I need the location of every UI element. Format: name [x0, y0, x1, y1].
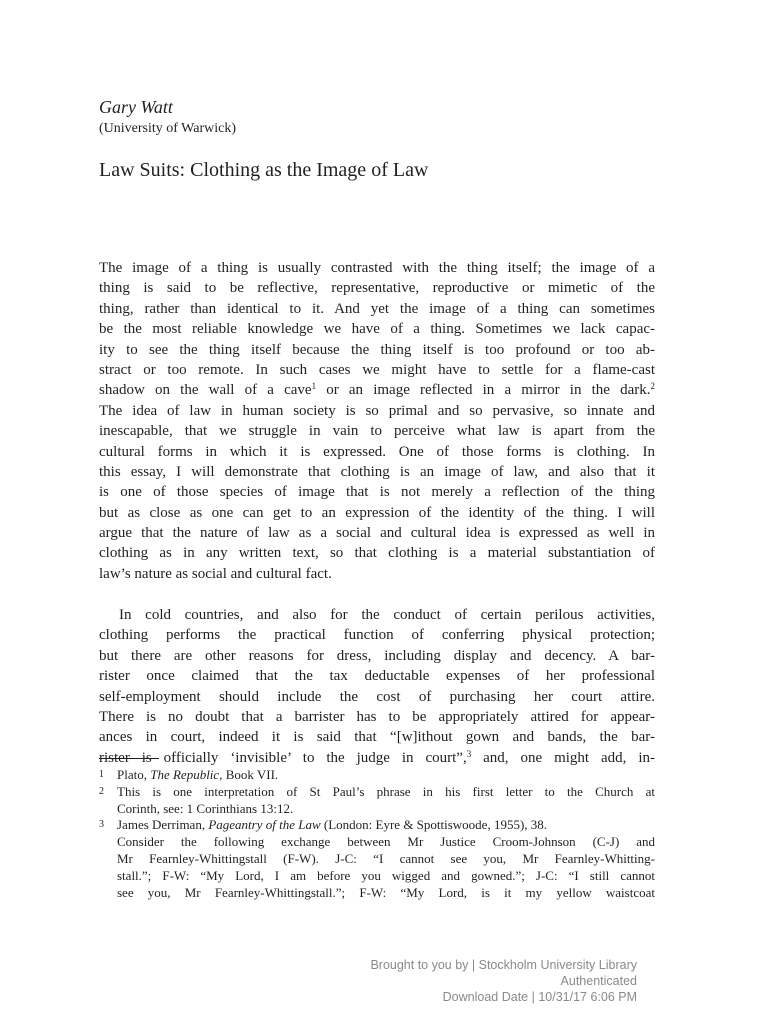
- body-line: clothing performs the practical function of conferring physical protection;: [99, 627, 655, 644]
- footnote-text: , Book VII.: [219, 767, 279, 782]
- body-line: The idea of law in human society is so primal and so pervasive, so innate and: [99, 402, 655, 419]
- footnote-3: [99, 817, 655, 834]
- body-line: There is no doubt that a barrister has to be appropriately attired for appear-: [99, 708, 655, 725]
- body-text: or an image reflected in a mirror in the dark.: [316, 382, 651, 399]
- footnote-number: 1: [99, 769, 104, 780]
- footnote-italic-title: Pageantry of the Law: [208, 817, 321, 833]
- body-line: ity to see the thing itself because the thing itself is too profound or too ab-: [99, 341, 655, 358]
- footnote-text: (London: Eyre & Spottiswoode, 1955), 38.: [320, 817, 548, 833]
- footnote-italic-title: The Republic: [150, 767, 220, 782]
- body-line: [99, 380, 655, 400]
- footnote-1: [99, 767, 655, 784]
- body-line: [99, 748, 655, 768]
- author-name: Gary Watt: [99, 97, 173, 117]
- footnote-number: 3: [99, 819, 104, 831]
- body-line: but there are other reasons for dress, including display and decency. A bar-: [99, 647, 655, 664]
- stamp-line-provider: Brought to you by | Stockholm University Library: [370, 958, 637, 972]
- body-line: ances in court, indeed it is said that “[w]ithout gown and bands, the bar-: [99, 729, 655, 746]
- body-line: thing is said to be reflective, representative, reproductive or mimetic of the: [99, 280, 655, 297]
- body-line: rister once claimed that the tax deductable expenses of her professional: [99, 668, 655, 685]
- body-text: rister is officially ‘invisible’ to the judge in court”,: [99, 749, 467, 766]
- footnote-text: Plato,: [117, 767, 151, 782]
- body-paragraph-1: [99, 258, 655, 584]
- footnote-3-cont: Consider the following exchange between Mr Justice Croom-Johnson (C-J) and: [117, 834, 655, 850]
- body-line: be the most reliable knowledge we have of a thing. Sometimes we lack capac-: [99, 321, 655, 338]
- body-line: stract or too remote. In such cases we might have to settle for a flame-cast: [99, 361, 655, 378]
- body-line: The image of a thing is usually contrasted with the thing itself; the image of a: [99, 260, 655, 276]
- body-line: clothing as in any written text, so that clothing is a material substantiation of: [99, 545, 655, 562]
- body-line: law’s nature as social and cultural fact.: [99, 565, 332, 582]
- footnote-divider: [99, 758, 159, 759]
- body-line: In cold countries, and also for the conduct of certain perilous activities,: [119, 607, 655, 623]
- footnotes: [99, 767, 655, 901]
- stamp-line-download-date: Download Date | 10/31/17 6:06 PM: [442, 990, 637, 1004]
- body-line: self-employment should include the cost of purchasing her court attire.: [99, 688, 655, 705]
- footnote-2: [99, 784, 655, 801]
- body-line: argue that the nature of law as a social and cultural idea is expressed as well in: [99, 525, 655, 542]
- stamp-line-authenticated: Authenticated: [560, 974, 637, 988]
- footnote-3-cont: stall.”; F-W: “My Lord, I am before you wigged and gowned.”; J-C: “I still cannot: [117, 867, 655, 883]
- footnote-3-cont: Mr Fearnley-Whittingstall (F-W). J-C: “I cannot see you, Mr Fearnley-Whitting-: [117, 850, 655, 866]
- footnote-ref-3[interactable]: 3: [466, 748, 472, 759]
- body-line: cultural forms in which it is expressed. One of those forms is clothing. In: [99, 443, 655, 460]
- body-line: is one of those species of image that is not merely a reflection of the thing: [99, 484, 655, 501]
- body-paragraph-2: [99, 605, 655, 768]
- footnote-ref-2[interactable]: 2: [650, 381, 655, 392]
- author-affiliation: (University of Warwick): [99, 121, 237, 136]
- body-text: and, one might add, in-: [471, 749, 655, 766]
- footnote-2-cont: Corinth, see: 1 Corinthians 13:12.: [117, 800, 294, 816]
- body-line: thing, rather than identical to it. And yet the image of a thing can sometimes: [99, 300, 655, 317]
- article-title: Law Suits: Clothing as the Image of Law: [99, 159, 429, 181]
- access-stamp: [370, 957, 637, 1005]
- footnote-3-cont: see you, Mr Fearnley-Whittingstall.”; F-W: “My Lord, is it my yellow waistcoat: [117, 884, 655, 900]
- body-line: this essay, I will demonstrate that clothing is an image of law, and also that it: [99, 463, 655, 480]
- body-line: inescapable, that we struggle in vain to perceive what law is apart from the: [99, 423, 655, 440]
- footnote-ref-1[interactable]: 1: [311, 381, 317, 392]
- footnote-number: 2: [99, 785, 104, 797]
- body-text: shadow on the wall of a cave: [99, 382, 312, 399]
- footnote-text: James Derriman,: [117, 817, 209, 833]
- footnote-text: This is one interpretation of St Paul’s phrase in his first letter to the Church at: [117, 783, 655, 799]
- body-line: but as close as one can get to an expression of the identity of the thing. I will: [99, 504, 655, 521]
